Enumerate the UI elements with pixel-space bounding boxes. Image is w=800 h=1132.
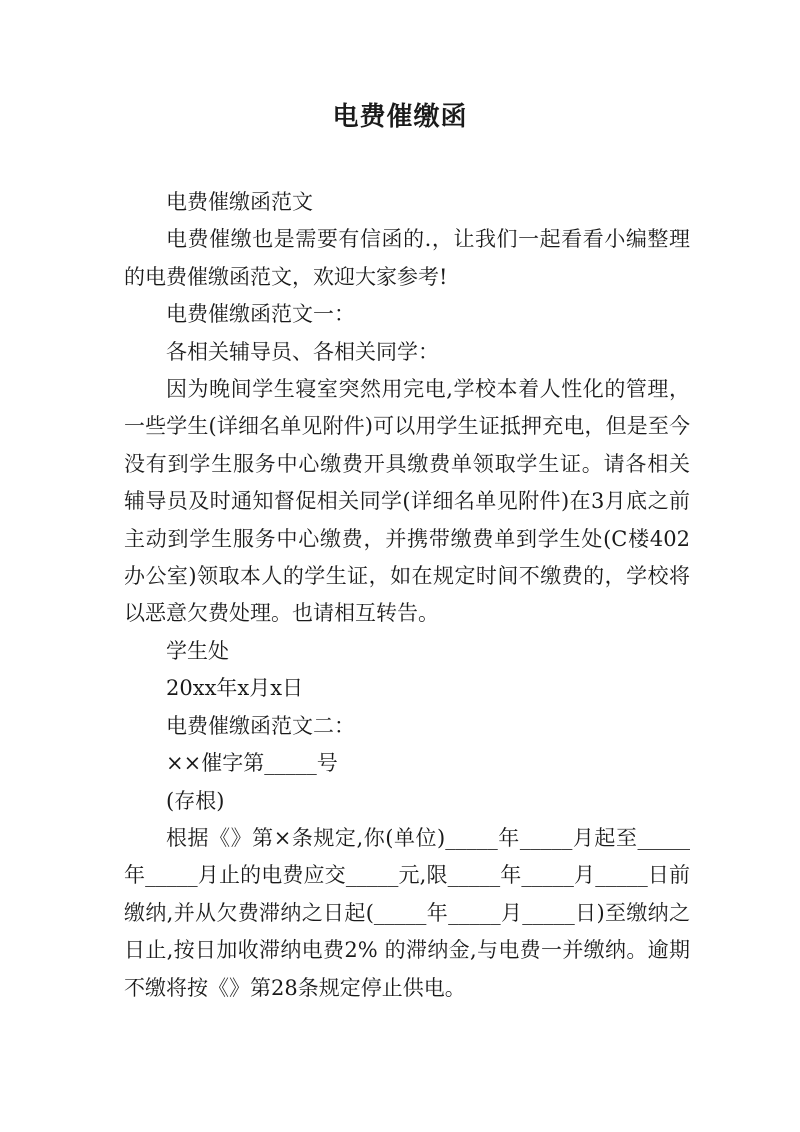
paragraph: 根据《》第×条规定,你(单位)_____年_____月起至_____年_____月止的电费应交_____元,限_____年_____月_____日前缴纳,并从欠费滞纳之日起(_____年_____月_____日)至缴纳之日止,按日加收滞纳电费2% 的滞纳金,与电费一并缴纳。逾期不缴将按《》第28条规定停止供电。	[124, 825, 690, 1000]
signature-department: 学生处	[166, 638, 229, 663]
paragraph: 各相关辅导员、各相关同学：	[166, 339, 439, 364]
paragraph: 因为晚间学生寝室突然用完电,学校本着人性化的管理，一些学生(详细名单见附件)可以用学生证抵押充电，但是至今没有到学生服务中心缴费开具缴费单领取学生证。请各相关辅导员及时通知督促相关同学(详细名单见附件)在3月底之前主动到学生服务中心缴费，并携带缴费单到学生处(C楼402办公室)领取本人的学生证，如在规定时间不缴费的，学校将以恶意欠费处理。也请相互转告。	[124, 377, 690, 626]
signature-date: 20xx年x月x日	[166, 676, 304, 701]
paragraph: 电费催缴函范文二：	[166, 713, 355, 738]
document-title: 电费催缴函	[332, 102, 468, 132]
paragraph: 电费催缴也是需要有信函的.，让我们一起看看小编整理的电费催缴函范文，欢迎大家参考!	[124, 227, 690, 289]
paragraph: ××催字第_____号	[166, 751, 338, 776]
paragraph: 电费催缴函范文	[166, 190, 313, 214]
paragraph: 电费催缴函范文一：	[166, 302, 355, 327]
paragraph: (存根)	[166, 788, 225, 813]
document-body	[124, 184, 690, 1007]
